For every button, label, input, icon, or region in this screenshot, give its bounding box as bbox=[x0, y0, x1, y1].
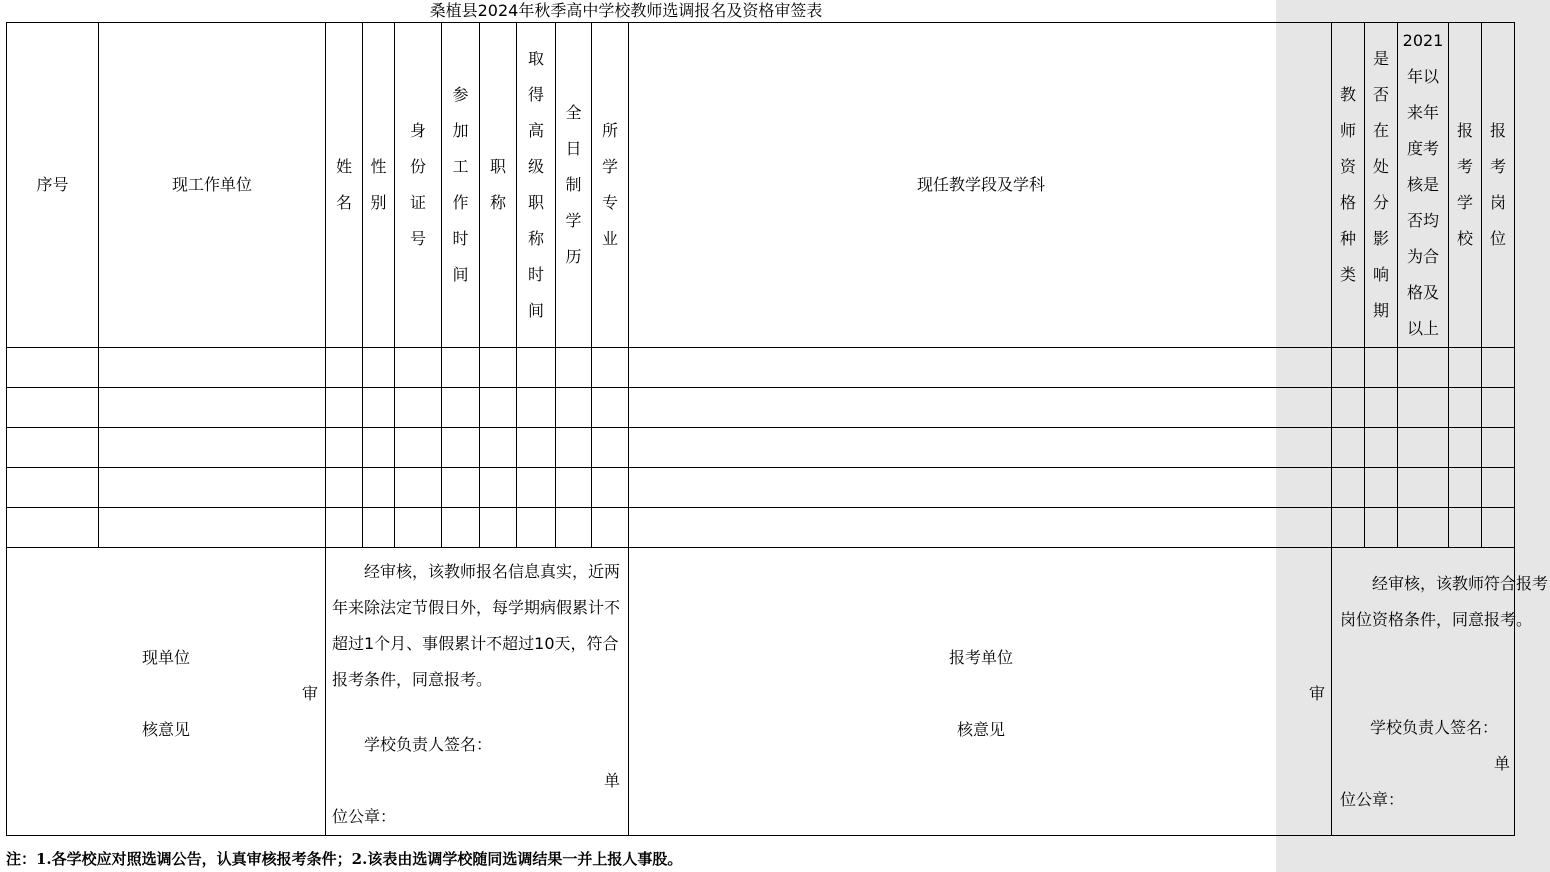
table-cell[interactable] bbox=[395, 428, 442, 468]
table-cell[interactable] bbox=[1449, 468, 1482, 508]
table-cell[interactable] bbox=[99, 468, 326, 508]
table-cell[interactable] bbox=[1365, 508, 1398, 548]
table-cell[interactable] bbox=[480, 468, 517, 508]
table-cell[interactable] bbox=[592, 428, 629, 468]
table-cell[interactable] bbox=[7, 428, 99, 468]
table-cell[interactable] bbox=[556, 468, 592, 508]
table-cell[interactable] bbox=[480, 428, 517, 468]
table-cell[interactable] bbox=[363, 428, 395, 468]
table-cell[interactable] bbox=[629, 428, 1332, 468]
header-row bbox=[7, 23, 1515, 348]
table-cell[interactable] bbox=[99, 428, 326, 468]
table-cell[interactable] bbox=[1449, 428, 1482, 468]
header-apply-post: 报考岗位 bbox=[1482, 23, 1515, 348]
header-major: 所学专业 bbox=[592, 23, 629, 348]
header-cert-type: 教师资格种类 bbox=[1332, 23, 1365, 348]
table-cell[interactable] bbox=[556, 508, 592, 548]
table-cell[interactable] bbox=[517, 348, 556, 388]
table-cell[interactable] bbox=[480, 348, 517, 388]
table-cell[interactable] bbox=[1398, 348, 1449, 388]
table-cell[interactable] bbox=[442, 388, 480, 428]
table-cell[interactable] bbox=[517, 428, 556, 468]
header-senior-title-time: 取得高级职称时间 bbox=[517, 23, 556, 348]
table-cell[interactable] bbox=[326, 428, 363, 468]
current-unit-review-opinion[interactable] bbox=[326, 548, 629, 836]
apply-unit-seal-label-1: 单 bbox=[1493, 754, 1510, 773]
header-current-subject: 现任教学段及学科 bbox=[629, 23, 1332, 348]
apply-unit-review-label: 报考单位 审 核意见 bbox=[629, 548, 1332, 836]
table-cell[interactable] bbox=[1482, 348, 1515, 388]
header-work-start: 参加工作时间 bbox=[442, 23, 480, 348]
table-cell[interactable] bbox=[1482, 388, 1515, 428]
table-cell[interactable] bbox=[1365, 348, 1398, 388]
table-cell[interactable] bbox=[1449, 348, 1482, 388]
table-cell[interactable] bbox=[592, 508, 629, 548]
table-cell[interactable] bbox=[363, 388, 395, 428]
current-unit-seal-label-2: 位公章： bbox=[332, 807, 397, 826]
registration-table bbox=[6, 22, 1549, 836]
table-cell[interactable] bbox=[99, 508, 326, 548]
table-cell[interactable] bbox=[1482, 468, 1515, 508]
table-cell[interactable] bbox=[1332, 388, 1365, 428]
table-row bbox=[7, 428, 1515, 468]
table-row bbox=[7, 348, 1515, 388]
header-assessment: 2021 年以来年度考核是否均为合格及以上 bbox=[1398, 23, 1449, 348]
table-cell[interactable] bbox=[326, 508, 363, 548]
table-cell[interactable] bbox=[1449, 388, 1482, 428]
header-apply-school: 报考学校 bbox=[1449, 23, 1482, 348]
table-cell[interactable] bbox=[1398, 428, 1449, 468]
table-cell[interactable] bbox=[480, 508, 517, 548]
table-cell[interactable] bbox=[556, 348, 592, 388]
table-cell[interactable] bbox=[7, 388, 99, 428]
table-cell[interactable] bbox=[629, 348, 1332, 388]
table-cell[interactable] bbox=[7, 468, 99, 508]
table-cell[interactable] bbox=[99, 388, 326, 428]
table-cell[interactable] bbox=[363, 508, 395, 548]
table-cell[interactable] bbox=[363, 348, 395, 388]
footnote: 注：1.各学校应对照选调公告，认真审核报考条件；2.该表由选调学校随同选调结果一并上报人事股。 bbox=[6, 850, 683, 868]
table-cell[interactable] bbox=[1332, 508, 1365, 548]
table-cell[interactable] bbox=[395, 388, 442, 428]
table-row bbox=[7, 508, 1515, 548]
apply-unit-review-opinion[interactable] bbox=[1332, 548, 1549, 836]
table-cell[interactable] bbox=[517, 468, 556, 508]
table-cell[interactable] bbox=[556, 388, 592, 428]
header-id-number: 身份证号 bbox=[395, 23, 442, 348]
table-cell[interactable] bbox=[363, 468, 395, 508]
apply-unit-seal-label-2: 位公章： bbox=[1340, 790, 1405, 809]
table-cell[interactable] bbox=[395, 348, 442, 388]
table-cell[interactable] bbox=[592, 468, 629, 508]
table-cell[interactable] bbox=[1332, 468, 1365, 508]
table-cell[interactable] bbox=[1449, 508, 1482, 548]
header-punishment: 是否在处分影响期 bbox=[1365, 23, 1398, 348]
table-cell[interactable] bbox=[1365, 468, 1398, 508]
table-cell[interactable] bbox=[442, 428, 480, 468]
table-cell[interactable] bbox=[442, 508, 480, 548]
table-cell[interactable] bbox=[556, 428, 592, 468]
table-cell[interactable] bbox=[326, 388, 363, 428]
table-cell[interactable] bbox=[7, 508, 99, 548]
table-cell[interactable] bbox=[442, 348, 480, 388]
header-seq: 序号 bbox=[7, 23, 99, 348]
table-cell[interactable] bbox=[395, 468, 442, 508]
table-cell[interactable] bbox=[517, 388, 556, 428]
table-cell[interactable] bbox=[326, 348, 363, 388]
current-unit-signature-label: 学校负责人签名： bbox=[364, 735, 493, 754]
current-unit-review-label: 现单位 审 核意见 bbox=[7, 548, 326, 836]
table-cell[interactable] bbox=[442, 468, 480, 508]
table-cell[interactable] bbox=[629, 388, 1332, 428]
table-cell[interactable] bbox=[1332, 348, 1365, 388]
table-cell[interactable] bbox=[1365, 428, 1398, 468]
table-cell[interactable] bbox=[1398, 388, 1449, 428]
current-unit-review-text: 经审核，该教师报名信息真实，近两年来除法定节假日外，每学期病假累计不超过1个月、事假累计不超过10天，符合报考条件，同意报考。 bbox=[332, 562, 621, 689]
table-cell[interactable] bbox=[1398, 508, 1449, 548]
header-gender: 性别 bbox=[363, 23, 395, 348]
table-cell[interactable] bbox=[629, 468, 1332, 508]
review-row bbox=[7, 548, 1515, 836]
table-row bbox=[7, 468, 1515, 508]
apply-unit-signature-label: 学校负责人签名： bbox=[1370, 718, 1499, 737]
table-cell[interactable] bbox=[1482, 428, 1515, 468]
table-cell[interactable] bbox=[1332, 428, 1365, 468]
table-cell[interactable] bbox=[99, 348, 326, 388]
table-row bbox=[7, 388, 1515, 428]
table-cell[interactable] bbox=[592, 348, 629, 388]
header-name: 姓名 bbox=[326, 23, 363, 348]
table-cell[interactable] bbox=[1482, 508, 1515, 548]
current-unit-seal-label-1: 单 bbox=[603, 771, 620, 790]
document-title: 桑植县2024年秋季高中学校教师选调报名及资格审签表 bbox=[429, 1, 823, 20]
apply-unit-review-text: 经审核，该教师符合报考岗位资格条件，同意报考。 bbox=[1340, 574, 1549, 629]
header-title-rank: 职称 bbox=[480, 23, 517, 348]
table-cell[interactable] bbox=[592, 388, 629, 428]
header-current-unit: 现工作单位 bbox=[99, 23, 326, 348]
table-cell[interactable] bbox=[1365, 388, 1398, 428]
table-cell[interactable] bbox=[629, 508, 1332, 548]
header-fulltime-edu: 全日制学历 bbox=[556, 23, 592, 348]
table-cell[interactable] bbox=[1398, 468, 1449, 508]
table-cell[interactable] bbox=[7, 348, 99, 388]
table-cell[interactable] bbox=[326, 468, 363, 508]
table-cell[interactable] bbox=[395, 508, 442, 548]
table-cell[interactable] bbox=[517, 508, 556, 548]
table-cell[interactable] bbox=[480, 388, 517, 428]
